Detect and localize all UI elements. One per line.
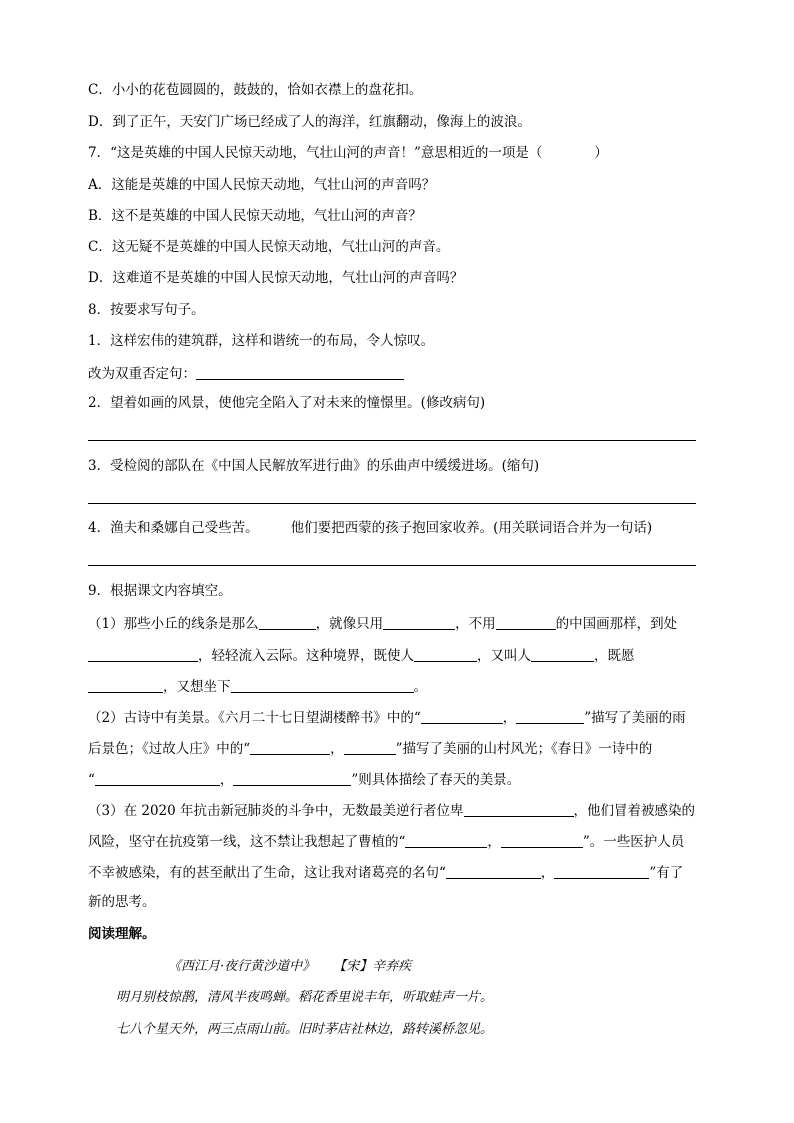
q8-s4-part-b: 他们要把西蒙的孩子抱回家收养。(用关联词语合并为一句话) [290,520,653,536]
text: ”描写了美丽的雨 [584,710,686,726]
text: ”有了 [649,865,684,881]
answer-blank[interactable] [95,772,220,786]
text: （1）那些小丘的线条是那么 [88,616,259,632]
answer-blank[interactable] [554,865,649,879]
reading-heading: 阅读理解。 [88,926,156,942]
q9-p2-line3 [88,772,520,788]
q6-option-c: C．小小的花苞圆圆的，鼓鼓的，恰如衣襟上的盘花扣。 [88,82,423,98]
text: ，就像只用 [315,616,384,632]
text: ，他们冒着被感染的 [573,803,696,819]
q7-stem-close: ） [594,145,608,161]
q9-title: 9．根据课文内容填空。 [88,583,232,599]
text: ， [502,710,517,726]
text: 不幸被感染，有的甚至献出了生命，这让我对诸葛亮的名句“ [88,865,446,881]
q9-p2-line1 [88,710,686,726]
answer-blank[interactable] [344,741,396,755]
text: ”。一些医护人员 [582,834,685,850]
q8-sentence-2: 2．望着如画的风景，使他完全陷入了对未来的憧憬里。(修改病句) [88,395,486,411]
text: ”则具体描绘了春天的美景。 [351,772,521,788]
q7-option-b: B．这不是英雄的中国人民惊天动地，气壮山河的声音？ [88,208,422,224]
text: ”描写了美丽的山村风光；《春日》一诗中的 [395,741,653,757]
poem-line-1: 明月别枝惊鹊，清风半夜鸣蝉。稻花香里说丰年，听取蛙声一片。 [116,990,494,1005]
answer-blank[interactable] [405,834,487,848]
q9-p3-line4: 新的思考。 [88,894,156,910]
poem-author: 【宋】辛弃疾 [333,959,412,974]
q9-p1-line2 [88,648,635,664]
answer-blank[interactable] [501,834,583,848]
text: （3）在 2020 年抗击新冠肺炎的斗争中，无数最美逆行者位卑 [88,803,464,819]
text: ， [487,834,501,850]
q8-sentence-4 [88,522,652,536]
answer-blank[interactable] [496,616,556,630]
text: （2）古诗中有美景。《六月二十七日望湖楼醉书》中的“ [88,710,421,726]
q9-p3-line3 [88,865,683,881]
text: ， [219,772,234,788]
q7-option-a: A．这能是英雄的中国人民惊天动地，气壮山河的声音吗？ [88,177,436,193]
q8-s1-prompt: 改为双重否定句： [88,366,196,382]
answer-blank[interactable] [383,616,455,630]
text: ，轻轻流入云际。这种境界，既使人 [198,648,414,664]
text: 的中国画那样，到处 [555,616,678,632]
answer-blank[interactable] [446,865,541,879]
q6-option-d: D．到了正午，天安门广场已经成了人的海洋，红旗翻动，像海上的波浪。 [88,114,531,130]
answer-blank[interactable] [531,648,594,662]
q9-p3-line2 [88,834,684,850]
q9-p1-line1 [88,616,677,632]
answer-blank[interactable] [516,710,584,724]
answer-blank[interactable] [421,710,503,724]
q7-stem-text: 7．“这是英雄的中国人民惊天动地，气壮山河的声音！”意思相近的一项是（ [88,145,543,161]
answer-rule[interactable] [88,440,696,441]
text: “ [88,772,95,788]
text: ，又叫人 [477,648,531,664]
answer-rule[interactable] [88,565,696,566]
answer-blank[interactable] [414,648,477,662]
q8-sentence-3: 3．受检阅的部队在《中国人民解放军进行曲》的乐曲声中缓缓进场。(缩句) [88,458,540,474]
text: ， [330,741,344,757]
text: ，既愿 [594,648,635,664]
q7-option-d: D．这难道不是英雄的中国人民惊天动地，气壮山河的声音吗？ [88,270,464,286]
answer-blank[interactable] [88,648,198,662]
q8-title: 8．按要求写句子。 [88,302,205,318]
answer-blank[interactable] [233,772,351,786]
text: 风险，坚守在抗疫第一线，这不禁让我想起了曹植的“ [88,834,406,850]
poem-title-line [168,960,411,973]
answer-rule[interactable] [88,503,696,504]
answer-blank[interactable] [464,803,574,817]
text: ，又想坐下 [163,679,231,695]
answer-blank[interactable] [231,679,414,693]
answer-blank[interactable] [196,366,404,380]
answer-blank[interactable] [259,616,316,630]
q9-p1-line3 [88,679,427,695]
q7-option-c: C．这无疑不是英雄的中国人民惊天动地，气壮山河的声音。 [88,239,450,255]
poem-title: 《西江月·夜行黄沙道中》 [168,959,316,974]
q9-p3-line1 [88,803,695,819]
text: ，不用 [455,616,496,632]
q8-sentence-1-answer-line[interactable] [88,366,404,382]
q7-stem [88,147,608,161]
q9-p2-line2 [88,741,652,757]
poem-line-2: 七八个星天外，两三点雨山前。旧时茅店社林边，路转溪桥忽见。 [116,1022,494,1037]
q8-sentence-1: 1．这样宏伟的建筑群，这样和谐统一的布局，令人惊叹。 [88,333,435,349]
q8-s4-part-a: 4．渔夫和桑娜自己受些苦。 [88,520,259,536]
text: 。 [413,679,427,695]
text: 后景色；《过故人庄》中的“ [88,741,251,757]
answer-blank[interactable] [250,741,330,755]
answer-blank[interactable] [88,679,163,693]
text: ， [540,865,555,881]
